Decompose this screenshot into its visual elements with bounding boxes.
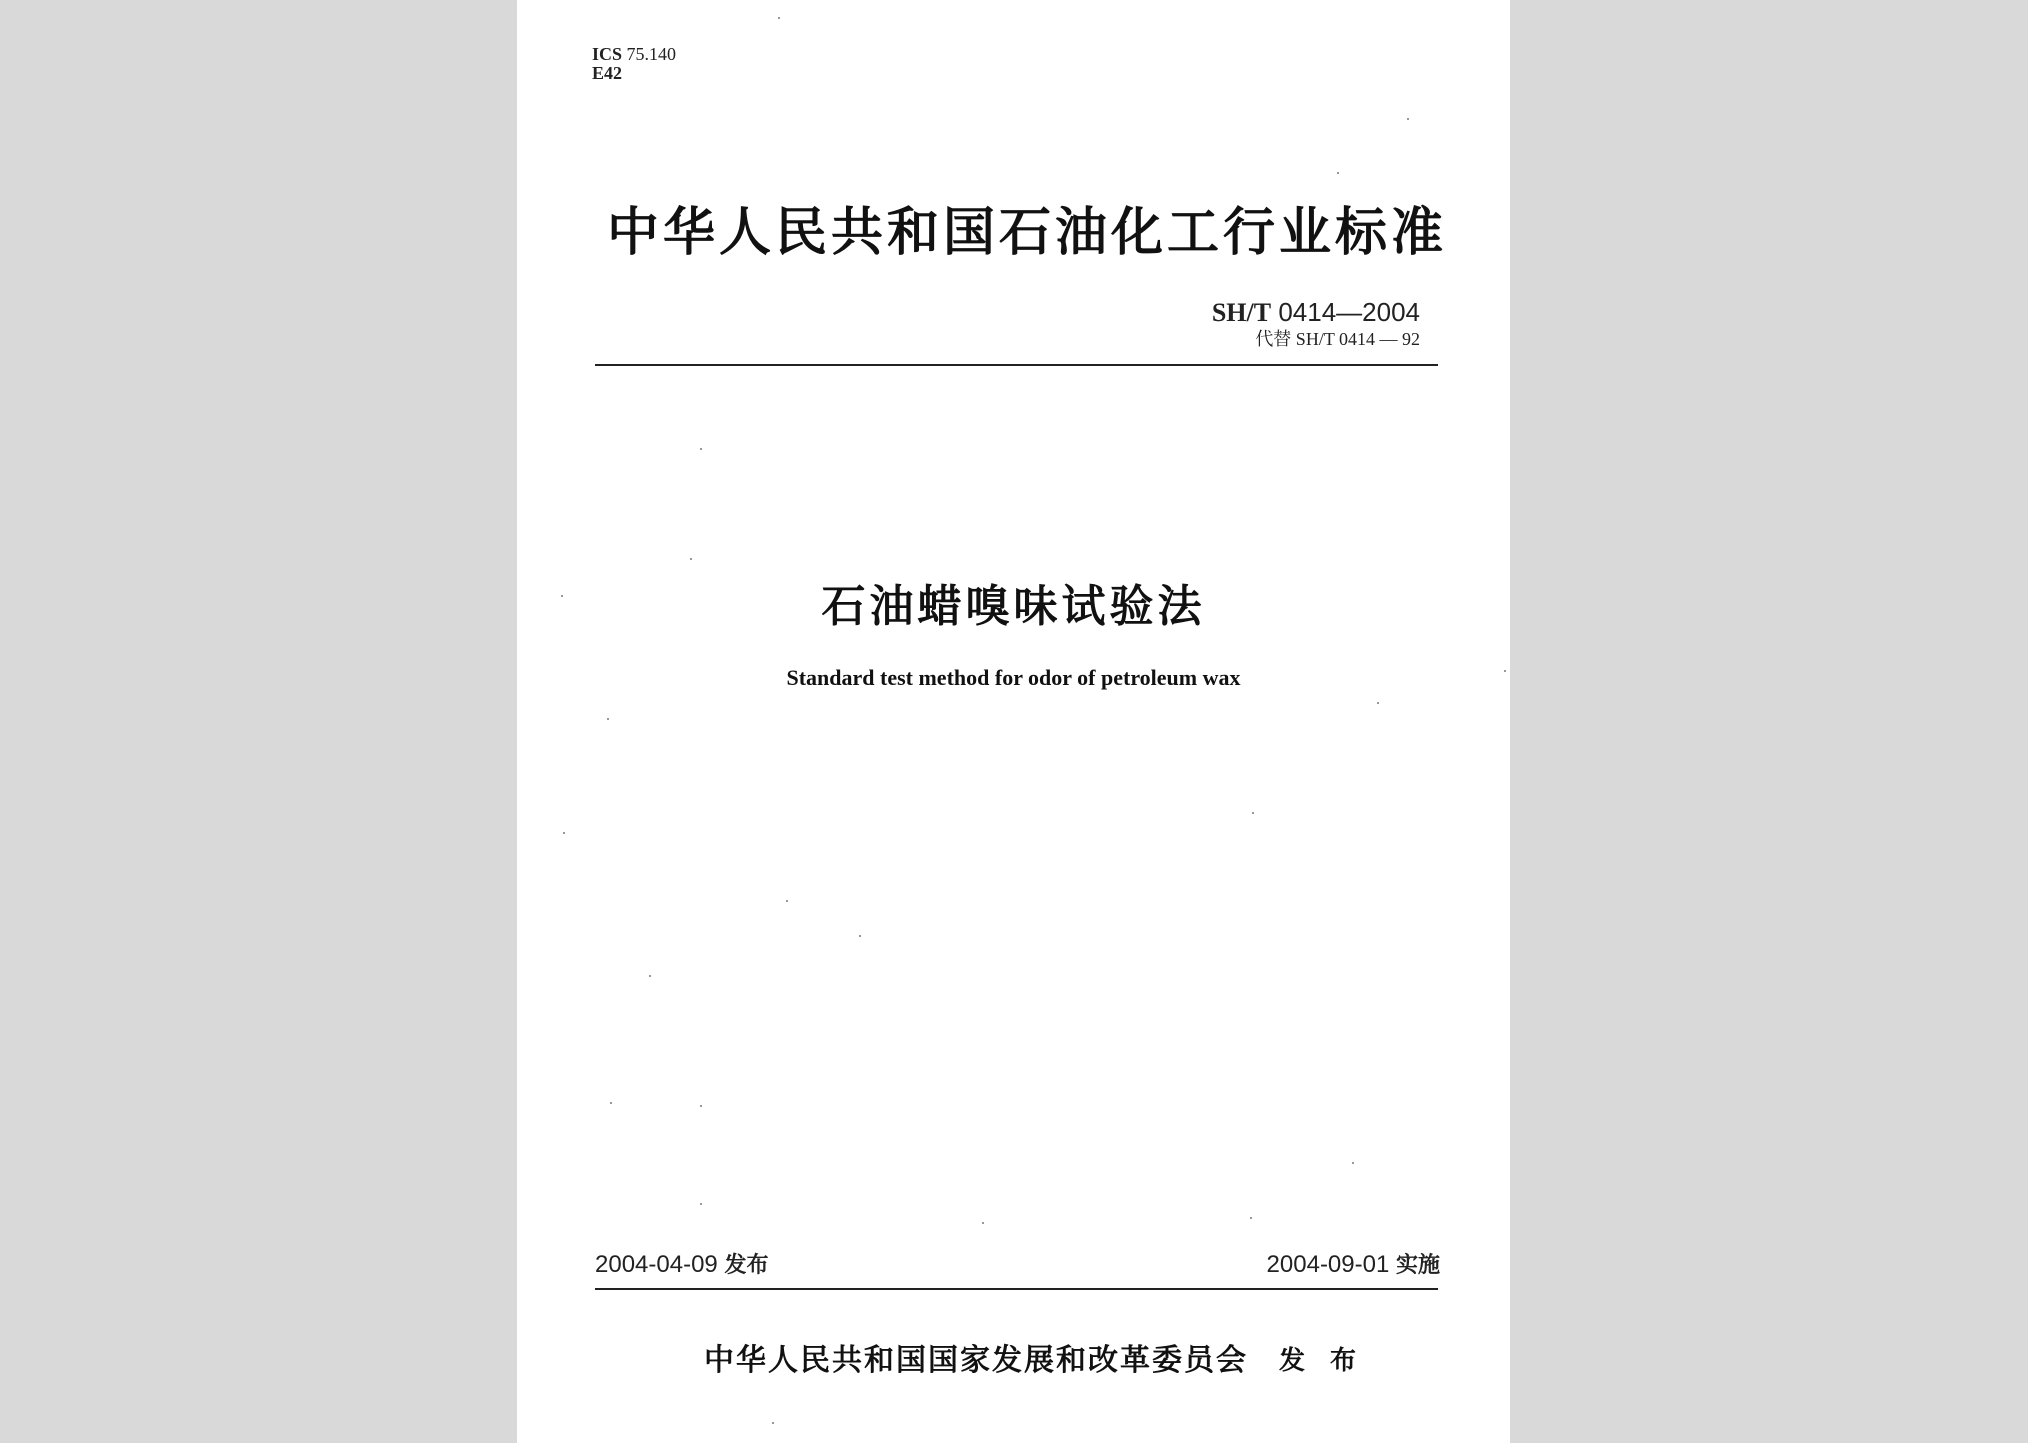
header-divider [595,364,1438,366]
issue-label: 发布 [724,1252,769,1277]
issue-date: 2004-04-09 [595,1251,718,1278]
class-code: E42 [592,63,623,83]
standard-code-block [1212,298,1420,351]
standard-header-title: 中华人民共和国石油化工行业标准 [607,203,1448,263]
scan-speck [772,1422,774,1424]
scan-speck [1377,702,1379,704]
document-title-en: Standard test method for odor of petroleum wax [786,665,1241,690]
standard-number-line [1212,298,1420,327]
scan-speck [1337,172,1339,174]
replaces-note: 代替 SH/T 0414 — 92 [1255,329,1420,349]
scan-speck [786,900,788,902]
scan-speck [1250,1217,1252,1219]
scan-speck [1504,670,1506,672]
scan-speck [1407,118,1409,120]
scan-speck [690,558,692,560]
issuing-authority: 中华人民共和国国家发展和改革委员会 [704,1343,1248,1378]
scan-speck [561,595,563,597]
scan-speck [1252,812,1254,814]
ics-line [592,45,676,64]
document-page [517,0,1510,1443]
scan-speck [607,718,609,720]
scan-speck [982,1222,984,1224]
scan-speck [610,1102,612,1104]
effective-date-line [1267,1248,1440,1279]
scan-speck [700,448,702,450]
ics-code: 75.140 [626,44,677,64]
classification-block [592,45,676,83]
ics-label: ICS [592,44,623,64]
issuing-action: 发 布 [1279,1346,1365,1376]
standard-prefix: SH/T [1211,298,1272,327]
footer-divider [595,1288,1438,1290]
effective-label: 实施 [1395,1252,1440,1277]
standard-number: 0414—2004 [1278,297,1420,327]
effective-date: 2004-09-01 [1266,1251,1390,1278]
scan-speck [649,975,651,977]
document-title-cn: 石油蜡嗅味试验法 [821,581,1206,632]
scan-speck [1352,1162,1354,1164]
scan-speck [778,17,780,19]
scan-speck [563,832,565,834]
issue-date-line [595,1248,768,1279]
scan-speck [700,1105,702,1107]
scan-speck [859,935,861,937]
scan-speck [700,1203,702,1205]
